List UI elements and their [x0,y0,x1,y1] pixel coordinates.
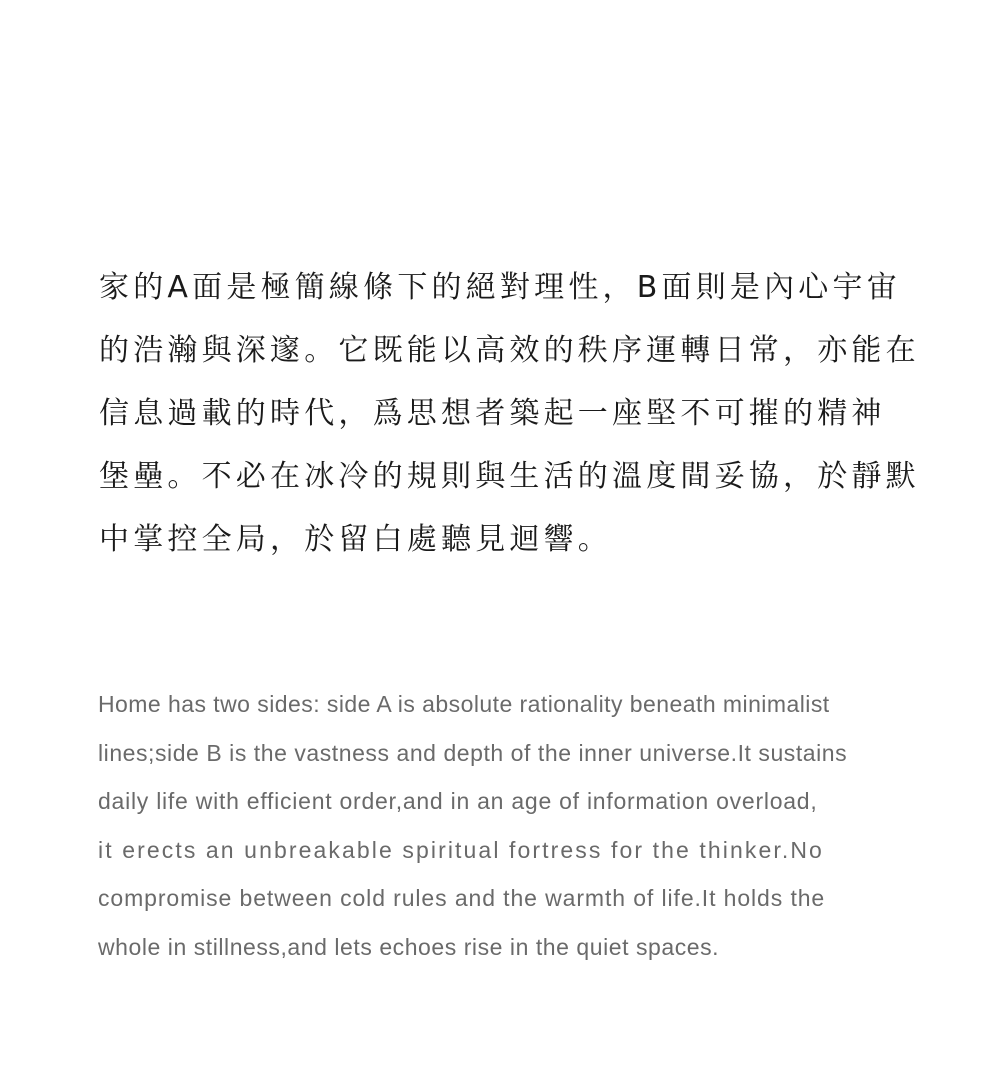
english-paragraph [98,680,910,972]
chinese-line: 堡壘。不必在冰冷的規則與生活的溫度間妥協，於靜默 [99,459,920,494]
english-line: lines;side B is the vastness and depth of the inner universe.It sustains [98,739,848,766]
chinese-line: 家的A面是極簡線條下的絕對理性，B面則是內心宇宙 [99,270,901,305]
english-line: Home has two sides: side A is absolute rationality beneath minimalist [98,691,830,717]
english-line: whole in stillness,and lets echoes rise in the quiet spaces. [98,933,720,960]
chinese-line: 中掌控全局，於留白處聽見迴響。 [99,522,612,557]
chinese-line: 信息過載的時代，爲思想者築起一座堅不可摧的精神 [99,396,886,431]
english-line: it erects an unbreakable spiritual fortress for the thinker.No [98,836,824,863]
chinese-paragraph [99,256,920,571]
english-line: compromise between cold rules and the warmth of life.It holds the [98,885,826,912]
english-line: daily life with efficient order,and in an age of information overload, [98,788,818,815]
chinese-line: 的浩瀚與深邃。它既能以高效的秩序運轉日常，亦能在 [99,333,920,368]
